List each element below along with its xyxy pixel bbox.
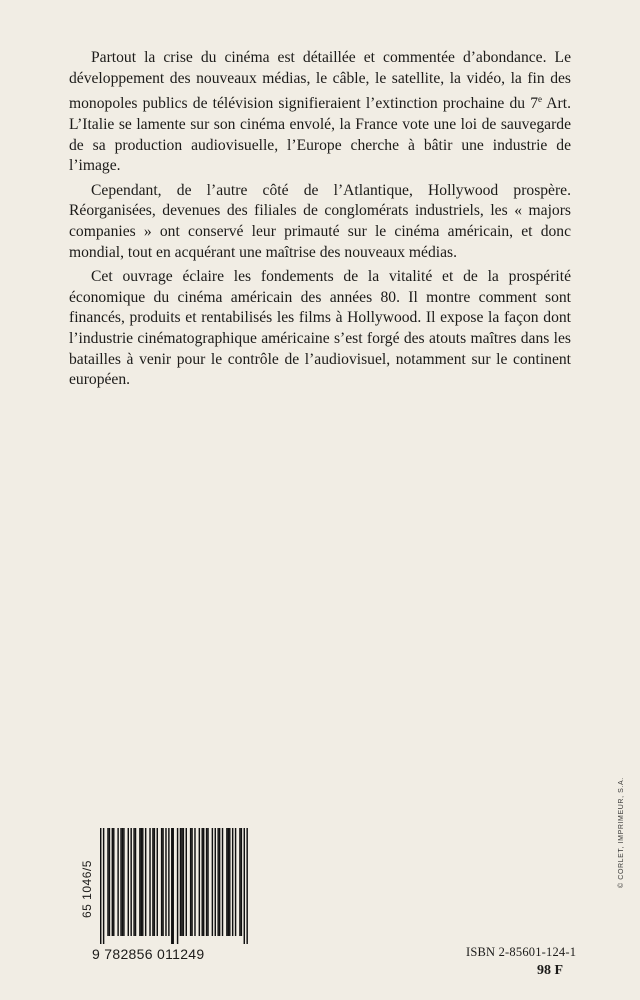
barcode-bar xyxy=(212,828,213,936)
barcode-bar xyxy=(181,828,182,936)
barcode-bars xyxy=(100,828,250,948)
barcode-bar xyxy=(190,828,191,936)
barcode-bar xyxy=(141,828,142,936)
barcode-bar xyxy=(133,828,134,936)
barcode-bar xyxy=(107,828,108,936)
barcode-bar xyxy=(161,828,162,936)
barcode-bar xyxy=(149,828,150,936)
barcode-bar xyxy=(142,828,143,936)
price: 98 F xyxy=(537,963,564,978)
barcode-bar xyxy=(199,828,200,936)
barcode-bar xyxy=(219,828,220,936)
barcode-bar xyxy=(239,828,240,936)
barcode-bar xyxy=(232,828,233,936)
barcode-bar xyxy=(130,828,131,936)
paragraph-1: Partout la crise du cinéma est détaillée et commentée d’abondance. Le développement des nouveaux médias, le câble, le satellite, la vidéo, la fin des monopoles publics de télévision signifieraient l’extinction prochaine du 7e Art. L’Italie se lamente sur son cinéma envolé, la France vote une loi de sauvegarde de sa production audiovisuelle, l’Europe cherche à bâtir une industrie de l’image. xyxy=(69,49,571,175)
barcode-bar xyxy=(241,828,242,936)
barcode-bar xyxy=(183,828,184,936)
barcode-bar xyxy=(152,828,153,936)
barcode-bar xyxy=(135,828,136,936)
barcode-bar xyxy=(120,828,121,936)
barcode-bar xyxy=(112,828,113,936)
barcode-bar xyxy=(215,828,216,936)
barcode-bar xyxy=(229,828,230,936)
barcode-bar xyxy=(157,828,158,936)
barcode-bar xyxy=(180,828,181,936)
barcode-bar xyxy=(122,828,123,936)
barcode-bar xyxy=(123,828,124,936)
barcode-bar xyxy=(168,828,169,936)
barcode-bar xyxy=(244,828,245,944)
barcode-bar xyxy=(109,828,110,936)
barcode-bar xyxy=(171,828,172,944)
barcode-bar xyxy=(139,828,140,936)
isbn: ISBN 2-85601-124-1 xyxy=(466,945,577,959)
barcode-bar xyxy=(162,828,163,936)
barcode-bar xyxy=(117,828,118,936)
paragraph-3: Cet ouvrage éclaire les fondements de la vitalité et de la prospérité économique du cinéma américain des années 80. Il montre comment sont financés, produits et rentabilisés les films à Hollywood. Il expose la façon dont l’industrie cinématographique américaine s’est forgé des atouts maîtres dans les batailles à venir pour le contrôle de l’audiovisuel, notamment sur le continent européen. xyxy=(69,268,571,389)
printer-credit: © CORLET, IMPRIMEUR, S.A. xyxy=(618,777,625,888)
barcode-bar xyxy=(235,828,236,936)
barcode-bar xyxy=(113,828,114,936)
barcode-bar xyxy=(194,828,195,936)
barcode-bar xyxy=(222,828,223,936)
back-cover-text xyxy=(69,48,571,395)
barcode-bar xyxy=(206,828,207,936)
barcode-bar xyxy=(177,828,178,944)
barcode-number: 9 782856 011249 xyxy=(92,946,205,962)
barcode-bar xyxy=(154,828,155,936)
barcode-bar xyxy=(128,828,129,936)
barcode-bar xyxy=(145,828,146,936)
barcode-bar xyxy=(246,828,247,944)
barcode-bar xyxy=(173,828,174,944)
barcode-bar xyxy=(103,828,104,944)
barcode-bar xyxy=(217,828,218,936)
barcode-bar xyxy=(202,828,203,936)
barcode-bar xyxy=(226,828,227,936)
paragraph-2: Cependant, de l’autre côté de l’Atlantique, Hollywood prospère. Réorganisées, devenues des filiales de conglomérats industriels, les « majors companies » ont conservé leur primauté sur le cinéma américain, et donc mondial, tout en acquérant une maîtrise des nouveaux médias. xyxy=(69,181,571,261)
barcode-bar xyxy=(191,828,192,936)
barcode-bar xyxy=(186,828,187,936)
barcode-side-code: 65 1046/5 xyxy=(80,860,94,918)
barcode-bar xyxy=(207,828,208,936)
barcode-bar xyxy=(203,828,204,936)
barcode-bar xyxy=(100,828,101,944)
barcode-bar xyxy=(165,828,166,936)
barcode-bar xyxy=(228,828,229,936)
